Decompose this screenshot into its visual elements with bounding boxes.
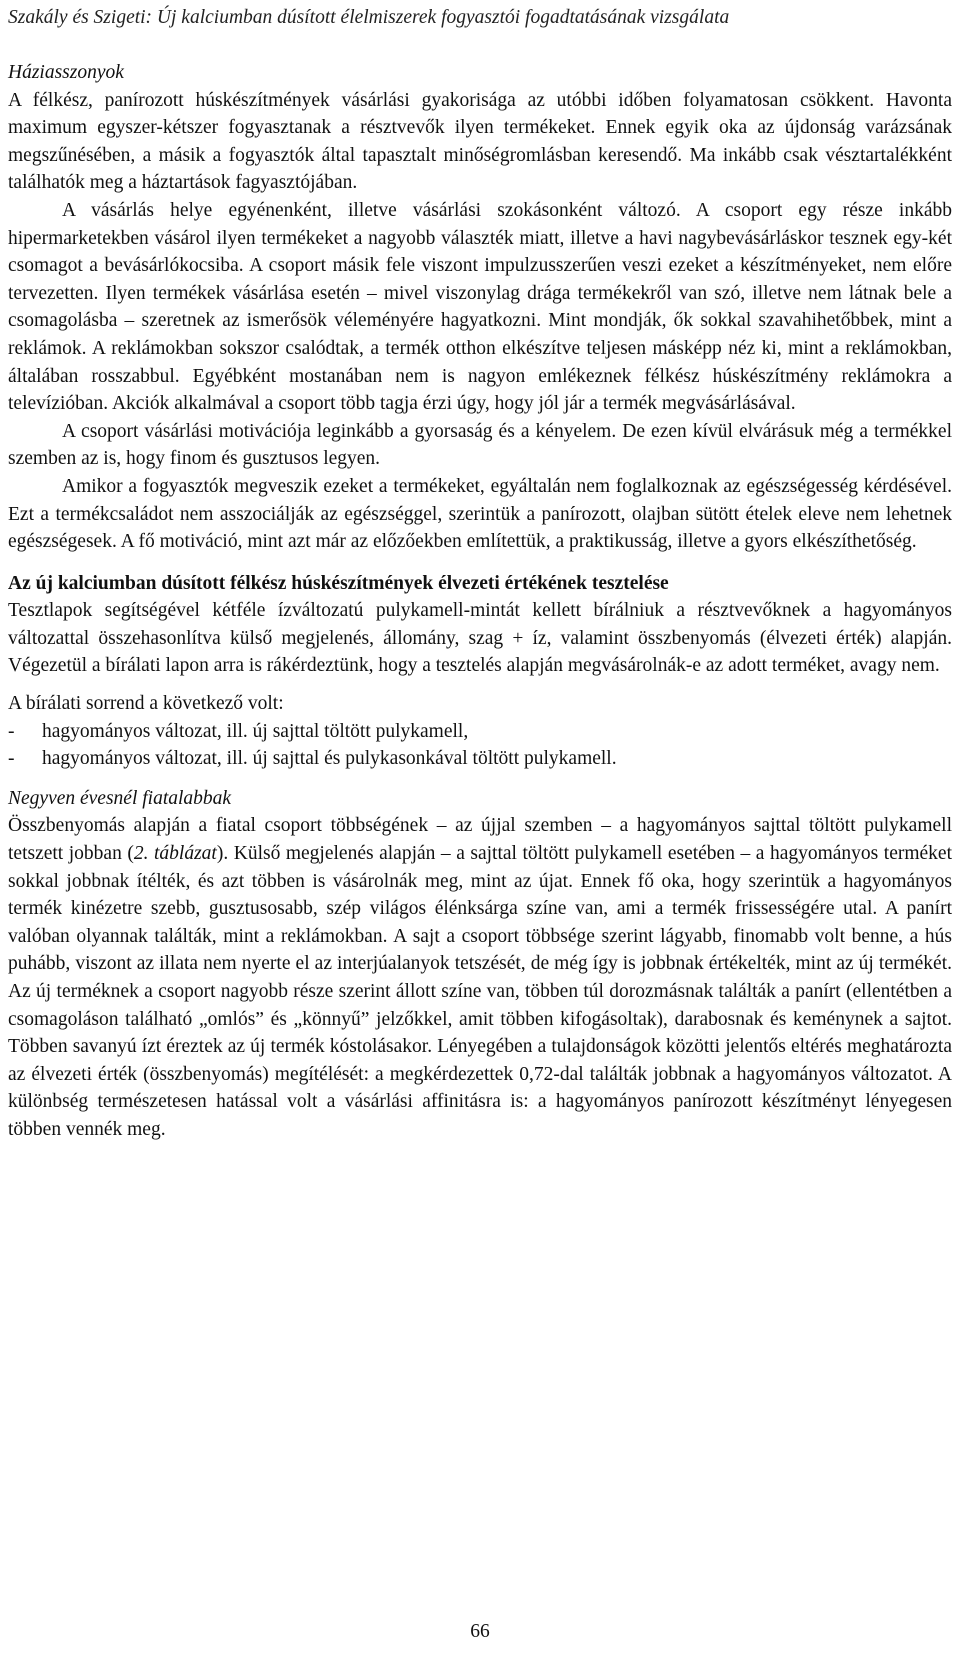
list-intro: A bírálati sorrend a következő volt: (8, 693, 284, 715)
paragraph-text: Összbenyomás alapján a fiatal csoport többségének – az újjal szemben – a hagyományos sajttal töltött pulykamell tetszett jobban ( (8, 815, 952, 865)
list-item-text: hagyományos változat, ill. új sajttal töltött pulykamell, (42, 720, 469, 742)
subheading-haziasszonyok: Háziasszonyok (8, 62, 124, 83)
paragraph (8, 812, 952, 1143)
list-item (8, 745, 952, 773)
page-number: 66 (470, 1621, 490, 1642)
list-dash: - (8, 748, 15, 770)
paragraph: Amikor a fogyasztók megveszik ezeket a termékeket, egyáltalán nem foglalkoznak az egészségesség kérdésével. Ezt a termékcsaládot nem asszociálják az egészséggel, szerintük a panírozott, olajban sütött ételek eleve nem lehetnek egészségesek. A fő motiváció, mint azt már az előzőekben említettük, a praktikusság, illetve a gyors elkészíthetőség. (8, 475, 952, 553)
paragraph-text: ). Külső megjelenés alapján – a sajttal töltött pulykamell esetében – a hagyományos terméket sokkal jobbnak ítélték, és azt többen is vásárolnák meg, mint az újat. Ennek fő oka, hogy szerintük a hagyományos termék kinézetre szebb, gusztusosabb, szép világos élénksárga színe van, ami a termék frissességére utal. A panírt valóban olyannak találták, mint a reklámokban. A sajt a csoport többsége szerint lágyabb, finomabb volt benne, a hús puhább, viszont az illata nem nyerte el az interjúalanyok tetszését, de még így is jobbnak értékelték, mint az új termékét. Az új terméknek a csoport nagyobb része szerint állott színe van, többen túl dorozmásnak találták a panírt (ellentétben a csomagoláson található „omlós” és „könnyű” jelzőkkel, amit többen kifogásoltak), darabosnak és keménynek a sajtot. Többen savanyú ízt éreztek az új termék kóstolásakor. Lényegében a tulajdonságok közötti jelentős eltérés meghatározta az élvezeti érték (összbenyomás) megítélését: a megkérdezettek 0,72-dal találták jobbnak a hagyományos változatot. A különbség természetesen hatással volt a vásárlási affinitásra is: a hagyományos panírozott készítményt lényegesen többen vennék meg. (8, 843, 952, 1140)
table-reference: 2. táblázat (133, 843, 217, 865)
paragraph: A félkész, panírozott húskészítmények vásárlási gyakorisága az utóbbi időben folyamatosan csökkent. Havonta maximum egyszer-kétszer fogyasztanak a résztvevők ilyen termékeket. Ennek egyik oka az újdonság varázsának megszűnésében, a másik a fogyasztók által tapasztalt minőségromlásban keresendő. Ma inkább csak vésztartalékként találhatók meg a háztartások fagyasztójában. (8, 89, 952, 194)
running-head: Szakály és Szigeti: Új kalciumban dúsított élelmiszerek fogyasztói fogadtatásának vizsgálata (8, 7, 730, 28)
list-dash: - (8, 720, 15, 742)
subheading-negyven: Negyven évesnél fiatalabbak (8, 787, 232, 809)
body-text (8, 59, 952, 1144)
section-heading: Az új kalciumban dúsított félkész húskészítmények élvezeti értékének tesztelése (8, 572, 669, 594)
list-item (8, 718, 952, 746)
list-item-text: hagyományos változat, ill. új sajttal és pulykasonkával töltött pulykamell. (42, 748, 617, 770)
paragraph: A csoport vásárlási motivációja leginkább a gyorsaság és a kényelem. De ezen kívül elvárásuk még a termékkel szemben az is, hogy finom és gusztusos legyen. (8, 420, 952, 470)
paragraph: Tesztlapok segítségével kétféle ízváltozatú pulykamell-mintát kellett bírálniuk a résztvevőknek a hagyományos változattal összehasonlítva külső megjelenés, állomány, szag + íz, valamint összbenyomás (élvezeti érték) alapján. Végezetül a bírálati lapon arra is rákérdeztünk, hogy a tesztelés alapján megvásárolnák-e az adott terméket, avagy nem. (8, 600, 952, 677)
paragraph: A vásárlás helye egyénenként, illetve vásárlási szokásonként változó. A csoport egy része inkább hipermarketekben vásárol ilyen termékeket a nagyobb választék miatt, illetve a havi nagybevásárláskor tesznek egy-két csomagot a bevásárlókocsiba. A csoport másik fele viszont impulzusszerűen veszi ezeket a készítményeket, nem előre tervezetten. Ilyen termékek vásárlása esetén – mivel viszonylag drága termékekről van szó, illetve nem látnak bele a csomagolásba – szeretnek az ismerősök véleményére hagyatkozni. Mint mondják, ők sokkal szavahihetőbbek, mint a reklámok. A reklámokban sokszor csalódtak, a termék otthon elkészítve teljesen másképp néz ki, mint a reklámokban, általában rosszabbul. Egyébként mostanában nem is nagyon emlékeznek félkész húskészítmény reklámokra a televízióban. Akciók alkalmával a csoport több tagja érzi úgy, hogy jól jár a termék megvásárlásával. (8, 199, 952, 415)
